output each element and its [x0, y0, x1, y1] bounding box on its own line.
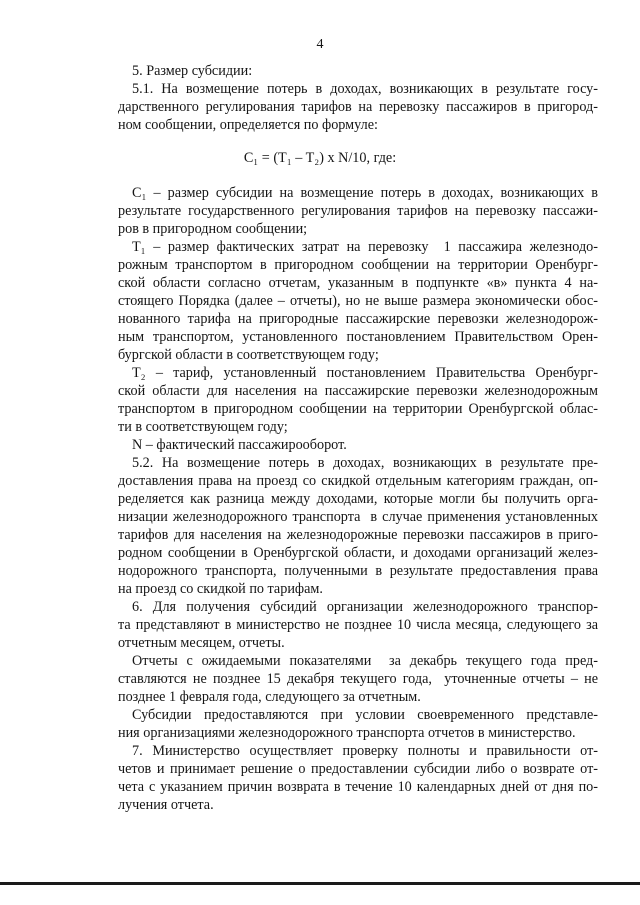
paragraph-line: ределяется как разница между доходами, которые могли бы получить орга- — [118, 491, 598, 507]
paragraph-line: ской области для населения на пассажирские перевозки железнодорожным — [118, 383, 598, 399]
bottom-rule — [0, 882, 640, 885]
paragraph-line: на проезд со скидкой по тарифам. — [118, 581, 323, 597]
paragraph-line: бургской области в соответствующем году; — [118, 347, 379, 363]
paragraph-line: результате государственного регулирования тарифов на перевозку пассажи- — [118, 203, 598, 219]
paragraph-line: 5.1. На возмещение потерь в доходах, возникающих в результате госу- — [132, 81, 598, 97]
paragraph-line: дарственного регулирования тарифов на перевозку пассажиров в пригород- — [118, 99, 598, 115]
paragraph-line: ской области согласно отчетам, указанным в подпункте «в» пункта 4 на- — [118, 275, 598, 291]
paragraph-line: 7. Министерство осуществляет проверку полноты и правильности от- — [132, 743, 598, 759]
paragraph-line: та представляют в министерство не позднее 10 числа месяца, следующего за — [118, 617, 598, 633]
paragraph-line: тарифов для населения на железнодорожные перевозки пассажиров в приго- — [118, 527, 598, 543]
paragraph-line: нованного тарифа на пригородные пассажирские перевозки железнодорож- — [118, 311, 598, 327]
paragraph-line: C₁ – размер субсидии на возмещение потерь в доходах, возникающих в — [132, 185, 598, 201]
paragraph-line: ти в соответствующем году; — [118, 419, 288, 435]
page-number: 4 — [316, 37, 324, 52]
paragraph-line: рожным транспортом в пригородном сообщении на территории Оренбург- — [118, 257, 598, 273]
paragraph-line: стоящего Порядка (далее – отчеты), но не выше размера экономически обос- — [118, 293, 598, 309]
paragraph-line: ном сообщении, определяется по формуле: — [118, 117, 378, 133]
paragraph-line: нодорожного транспорта, полученными в результате предоставления права — [118, 563, 598, 579]
paragraph-line: ния организациями железнодорожного транспорта отчетов в министерство. — [118, 725, 576, 741]
paragraph-line: отчетным месяцем, отчеты. — [118, 635, 285, 651]
paragraph-line: ров в пригородном сообщении; — [118, 221, 308, 237]
paragraph-line: позднее 1 февраля года, следующего за отчетным. — [118, 689, 421, 705]
paragraph-line: лучения отчета. — [118, 797, 214, 813]
paragraph-line: низации железнодорожного транспорта в случае применения установленных — [118, 509, 598, 525]
paragraph-line: чета с указанием причин возврата в течение 10 календарных дней от дня по- — [118, 779, 598, 795]
paragraph-line: транспортом в пригородном сообщении на территории Оренбургской облас- — [118, 401, 598, 417]
paragraph-line: ставляются не позднее 15 декабря текущего года, уточненные отчеты – не — [118, 671, 598, 687]
paragraph-line: T₁ – размер фактических затрат на перевозку 1 пассажира железнодо- — [132, 239, 598, 255]
formula: C₁ = (T₁ – T₂) x N/10, где: — [243, 150, 397, 166]
paragraph-line: родном сообщении в Оренбургской области, и доходами организаций желез- — [118, 545, 598, 561]
paragraph-line: 5.2. На возмещение потерь в доходах, возникающих в результате пре- — [132, 455, 598, 471]
paragraph-line: T₂ – тариф, установленный постановлением Правительства Оренбург- — [132, 365, 598, 381]
paragraph-line: ным транспортом, установленного постановлением Правительством Орен- — [118, 329, 598, 345]
paragraph-line: четов и принимает решение о предоставлении субсидии либо о возврате от- — [118, 761, 598, 777]
paragraph-line: 6. Для получения субсидий организации железнодорожного транспор- — [132, 599, 598, 615]
paragraph-line: доставления права на проезд со скидкой отдельным категориям граждан, оп- — [118, 473, 598, 489]
heading-subsidy-size: 5. Размер субсидии: — [132, 63, 253, 79]
paragraph-line: N – фактический пассажирооборот. — [132, 437, 347, 453]
paragraph-line: Субсидии предоставляются при условии своевременного представле- — [132, 707, 598, 723]
paragraph-line: Отчеты с ожидаемыми показателями за декабрь текущего года пред- — [132, 653, 598, 669]
